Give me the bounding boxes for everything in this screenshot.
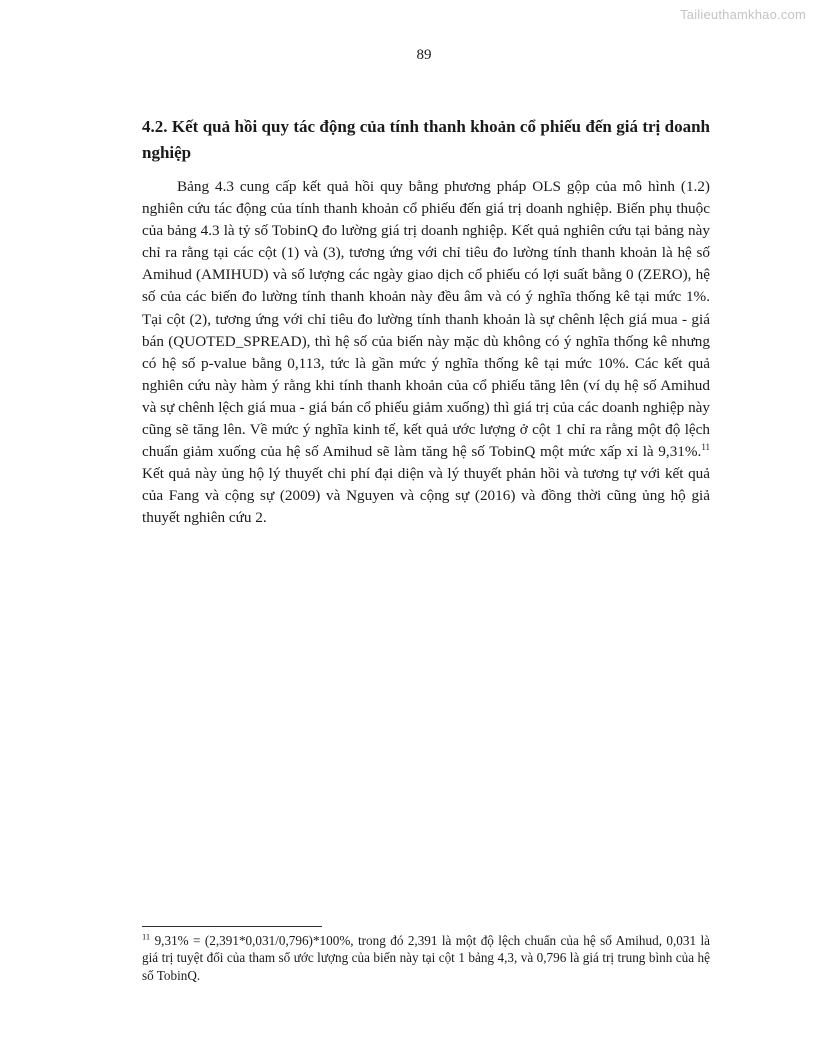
footnote-text: 9,31% = (2,391*0,031/0,796)*100%, trong đó 2,391 là một độ lệch chuẩn của hệ số Amihud, 0,031 là giá trị tuyệt đối của tham số ước lượng của biến này tại cột 1 bảng 4,3, và 0,796 là giá trị trung bình của hệ số TobinQ. <box>142 933 710 983</box>
footnote <box>142 932 710 984</box>
body-paragraph <box>142 176 710 530</box>
footnote-marker: 11 <box>142 931 151 942</box>
section-heading: 4.2. Kết quả hồi quy tác động của tính thanh khoản cổ phiếu đến giá trị doanh nghiệp <box>142 117 710 162</box>
body-text-after-footnote: Kết quả này ủng hộ lý thuyết chi phí đại diện và lý thuyết phản hồi và tương tự với kết quả của Fang và cộng sự (2009) và Nguyen và cộng sự (2016) và đồng thời cũng ủng hộ giả thuyết nghiên cứu 2. <box>142 465 710 527</box>
footnote-divider <box>142 926 322 927</box>
footnote-reference[interactable]: 11 <box>701 442 710 453</box>
body-text-before-footnote: Bảng 4.3 cung cấp kết quả hồi quy bằng phương pháp OLS gộp của mô hình (1.2) nghiên cứu tác động của tính thanh khoản cổ phiếu đến giá trị doanh nghiệp. Biến phụ thuộc của bảng 4.3 là tỷ số TobinQ đo lường giá trị doanh nghiệp. Kết quả nghiên cứu tại bảng này chỉ ra rằng tại các cột (1) và (3), tương ứng với chỉ tiêu đo lường tính thanh khoản là hệ số Amihud (AMIHUD) và số lượng các ngày giao dịch cổ phiếu có lợi suất bằng 0 (ZERO), hệ số của các biến đo lường tính thanh khoản này đều âm và có ý nghĩa thống kê tại mức 1%. Tại cột (2), tương ứng với chỉ tiêu đo lường tính thanh khoản là sự chênh lệch giá mua - giá bán (QUOTED_SPREAD), thì hệ số của biến này mặc dù không có ý nghĩa thống kê nhưng có hệ số p-value bằng 0,113, tức là gần mức ý nghĩa thống kê tại mức 10%. Các kết quả nghiên cứu này hàm ý rằng khi tính thanh khoản của cổ phiếu tăng lên (ví dụ hệ số Amihud và sự chênh lệch giá mua - giá bán cổ phiếu giảm xuống) thì giá trị của các doanh nghiệp này cũng sẽ tăng lên. Về mức ý nghĩa kinh tế, kết quả ước lượng ở cột 1 chỉ ra rằng một độ lệch chuẩn giảm xuống của hệ số Amihud sẽ làm tăng hệ số TobinQ một mức xấp xỉ là 9,31%. <box>142 178 710 461</box>
page-number: 89 <box>416 47 432 63</box>
watermark: Tailieuthamkhao.com <box>680 7 806 22</box>
